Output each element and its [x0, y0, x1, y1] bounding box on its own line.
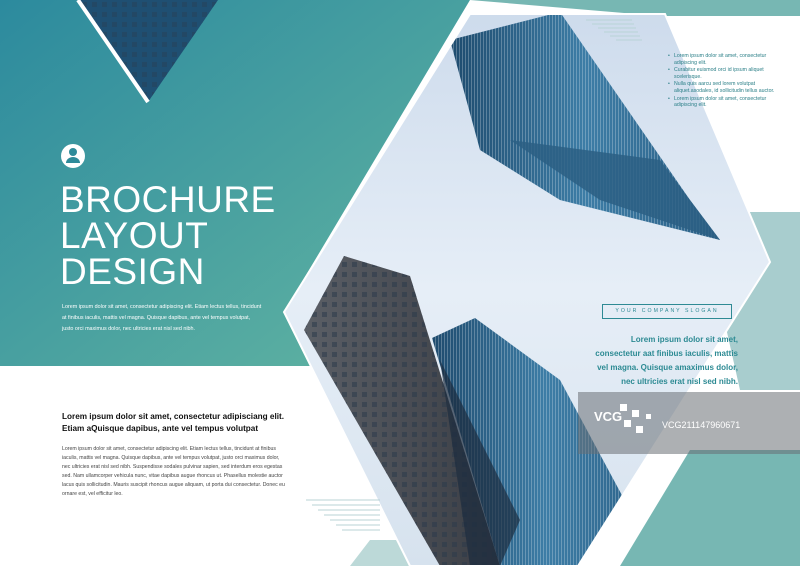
title-line-1: BROCHURE — [60, 179, 276, 220]
bullet-list — [668, 53, 778, 110]
watermark-id: VCG211147960671 — [662, 420, 741, 430]
section-heading: Lorem ipsum dolor sit amet, consectetur adipisciang elit. Etiam aQuisque dapibus, ante vel tempus volutpat — [62, 412, 285, 433]
right-paragraph: Lorem ipsum dolor sit amet, consectetur aat finibus iaculis, mattis vel magna. Quisque amaximus dolor, nec ultricies erat nisl sed nibh. — [595, 335, 738, 386]
user-circle-icon — [61, 144, 85, 168]
company-slogan: YOUR COMPANY SLOGAN — [602, 304, 732, 319]
intro-text: Lorem ipsum dolor sit amet, consectetur adipiscing elit. Etiam lectus tellus, tincidunt at finibus iaculis, mattis vel magna. Quisque dapibus, ante vel tempus volutpat, justo orci maximus dolor, nec ultricies erat nisl sed nibh. — [62, 304, 262, 332]
bullet-item: • Curabitur euismod orci id ipsum aliquet scelerisque. — [668, 67, 778, 80]
bottom-right-block — [620, 450, 800, 566]
body-paragraph: Lorem ipsum dolor sit amet, consectetur adipiscing elit. Etiam lectus tellus, tincidunt at finibus iaculis, mattis vel magna. Quisque dapibus, ante vel tempus volutpat, justo orci maximus dolor, nec ultricies erat nisl sed nibh. Suspendisse sodales pulvinar sapien, sed interdum eros egestas sed. Nam ullamcorper vehicula nunc, vitae dapibus augue rhoncus ut. Phasellus molestie auctor lacus quis sollicitudin. Mauris suscipit rhoncus augue aliquam, ut porta dui consectetur. Donec eu ornare est, vel efficitur leo. — [62, 446, 285, 498]
bullet-item: • Lorem ipsum dolor sit amet, consectetur adipiscing elit. — [668, 53, 778, 66]
watermark-logo: VCG — [594, 409, 623, 424]
title-line-2: LAYOUT — [60, 215, 209, 256]
bullet-item: • Lorem ipsum dolor sit amet, consectetur adipiscing elit. — [668, 96, 778, 109]
bullet-item: • Nulla quis aarcu sed lorem volutpat aliquet.asodales, id sollicitudin tellus auctor. — [668, 81, 778, 94]
title-line-3: DESIGN — [60, 251, 205, 292]
